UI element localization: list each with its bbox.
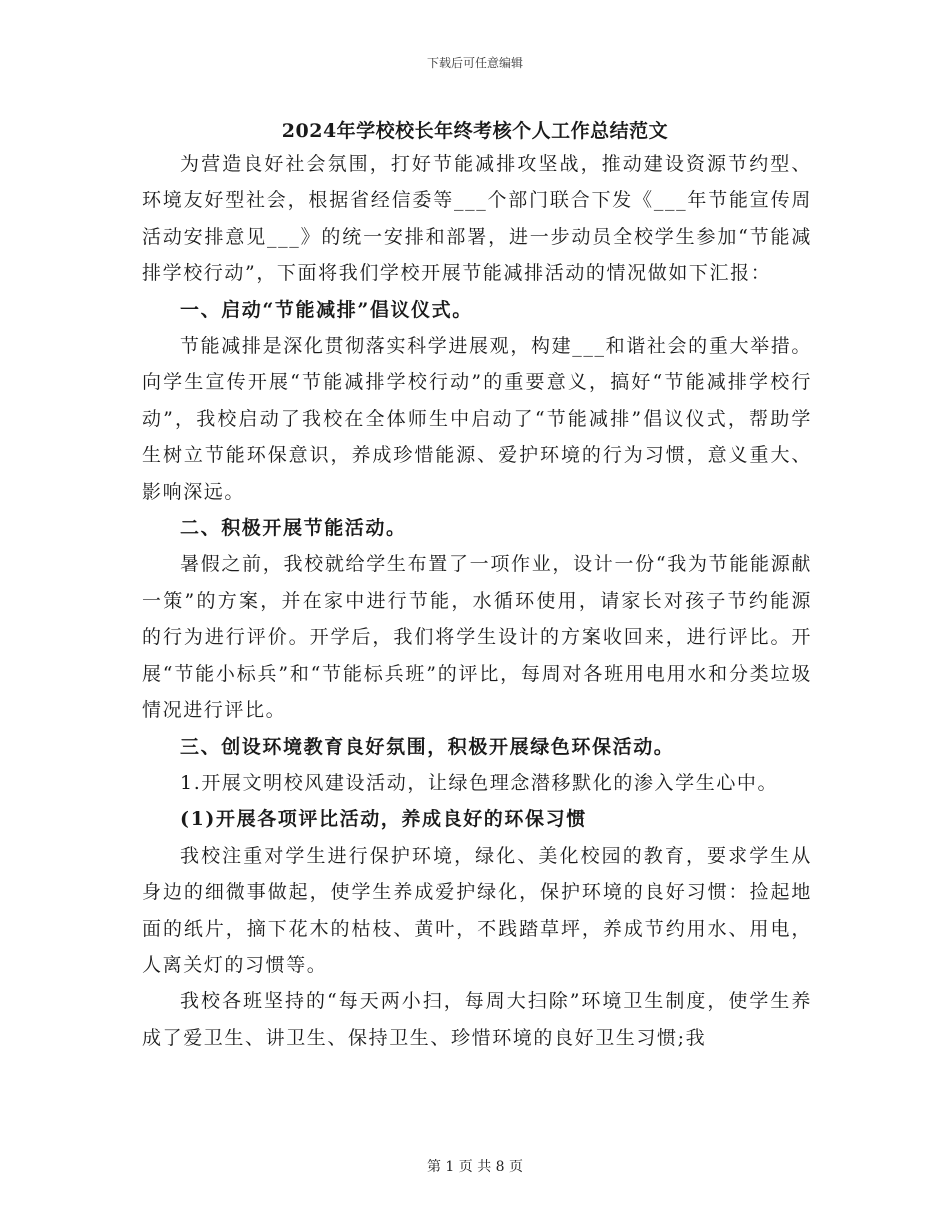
paragraph-subsection-2: 我校各班坚持的“每天两小扫，每周大扫除”环境卫生制度，使学生养成了爱卫生、讲卫生、保持卫生、珍惜环境的良好卫生习惯;我 [142,990,812,1049]
page-number: 第 1 页 共 8 页 [426,1159,524,1175]
section-heading-3: 三、创设环境教育良好氛围，积极开展绿色环保活动。 [180,735,675,758]
section-heading-2: 二、积极开展节能活动。 [180,517,407,540]
document-title: 2024年学校校长年终考核个人工作总结范文 [281,120,669,142]
paragraph-section-1: 节能减排是深化贯彻落实科学进展观，构建___和谐社会的重大举措。向学生宣传开展“节能减排学校行动”的重要意义，搞好“节能减排学校行动”，我校启动了我校在全体师生中启动了“节能减排”倡议仪式，帮助学生树立节能环保意识，养成珍惜能源、爱护环境的行为习惯，意义重大、影响深远。 [142,335,812,503]
paragraph-section-2: 暑假之前，我校就给学生布置了一项作业，设计一份“我为节能能源献一策”的方案，并在家中进行节能，水循环使用，请家长对孩子节约能源的行为进行评价。开学后，我们将学生设计的方案收回来，进行评比。开展“节能小标兵”和“节能标兵班”的评比，每周对各班用电用水和分类垃圾情况进行评比。 [142,553,812,722]
document-body [142,146,812,1056]
section-heading-1: 一、启动“节能减排”倡议仪式。 [180,298,473,321]
paragraph-subsection-1: 我校注重对学生进行保护环境，绿化、美化校园的教育，要求学生从身边的细微事做起，使学生养成爱护绿化，保护环境的良好习惯：捡起地面的纸片，摘下花木的枯枝、黄叶，不践踏草坪，养成节约用水、用电，人离关灯的习惯等。 [142,844,812,976]
page-header-note: 下载后可任意编辑 [426,56,523,70]
subsection-heading-1: (1)开展各项评比活动，养成良好的环保习惯 [180,808,587,831]
paragraph-intro: 为营造良好社会氛围，打好节能减排攻坚战，推动建设资源节约型、环境友好型社会，根据省经信委等___个部门联合下发《___年节能宣传周活动安排意见___》的统一安排和部署，进一步动员全校学生参加“节能减排学校行动”，下面将我们学校开展节能减排活动的情况做如下汇报： [142,153,812,285]
paragraph-item-1: 1.开展文明校风建设活动，让绿色理念潜移默化的渗入学生心中。 [180,771,779,794]
